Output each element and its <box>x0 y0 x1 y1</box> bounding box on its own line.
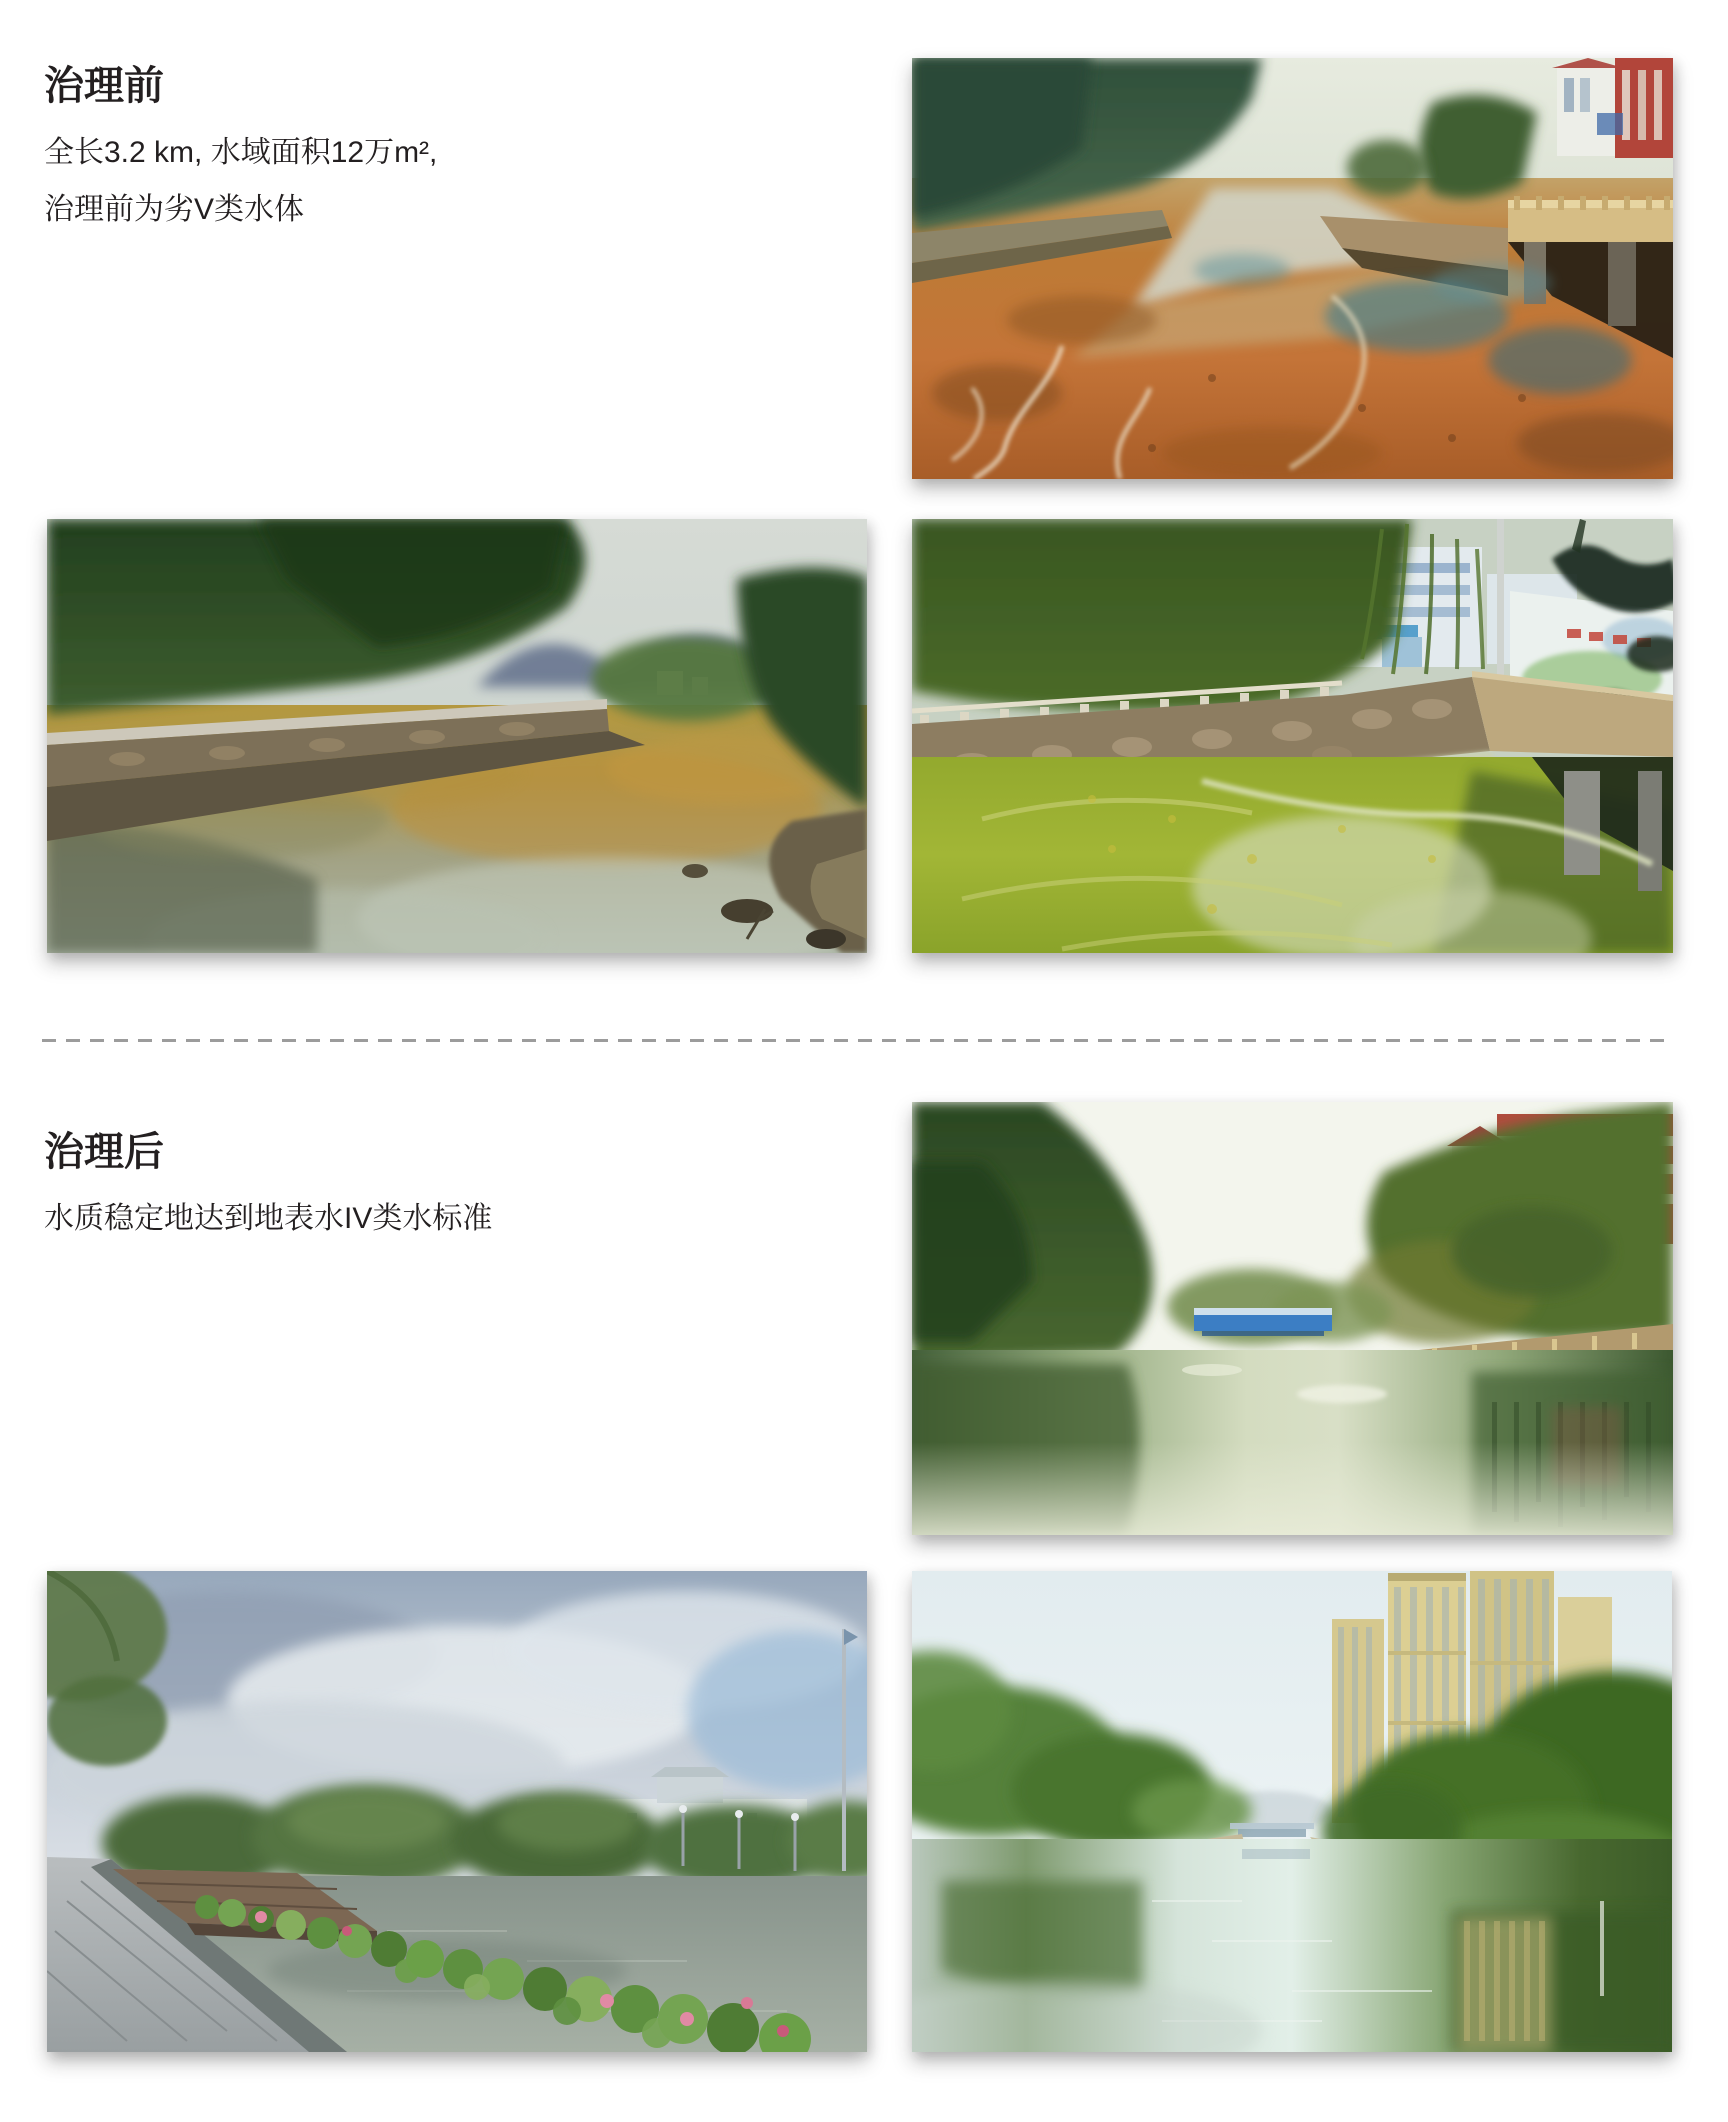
photo-after-lotus-promenade <box>47 1571 867 2052</box>
photo-before-algae-bloom-canvas <box>912 519 1673 953</box>
photo-after-clear-tree-lined-channel <box>912 1102 1673 1535</box>
buildings <box>1552 58 1673 158</box>
distant-bridge <box>1230 1823 1314 1837</box>
before-title: 治理前 <box>44 64 164 108</box>
photo-before-dried-riverbed <box>912 58 1673 479</box>
photo-after-mirror-river-towers-canvas <box>912 1571 1672 2052</box>
photo-before-algae-bloom <box>912 519 1673 953</box>
section-divider <box>42 1039 1668 1042</box>
photo-after-lotus-promenade-canvas <box>47 1571 867 2052</box>
before-line2: 治理前为劣V类水体 <box>44 193 305 226</box>
before-line1: 全长3.2 km, 水域面积12万m², <box>44 136 438 169</box>
photo-before-turbid-yellow-river-canvas <box>47 519 867 953</box>
photo-before-dried-riverbed-canvas <box>912 58 1673 479</box>
after-line1: 水质稳定地达到地表水IV类水标准 <box>44 1202 493 1235</box>
after-section-text <box>44 1128 492 1247</box>
photo-after-clear-tree-lined-channel-canvas <box>912 1102 1673 1535</box>
photo-after-mirror-river-towers <box>912 1571 1672 2052</box>
blue-bridge <box>1194 1308 1332 1336</box>
photo-before-turbid-yellow-river <box>47 519 867 953</box>
before-section-text <box>44 62 437 238</box>
after-title: 治理后 <box>44 1130 164 1174</box>
